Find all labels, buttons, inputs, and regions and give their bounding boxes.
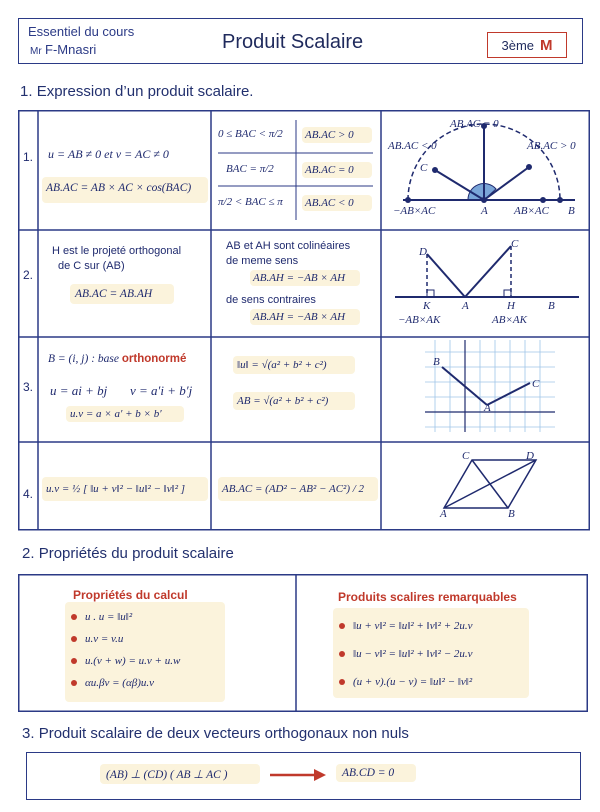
row1-diag-bottom-right: AB×AC <box>514 205 549 217</box>
section3-heading: Produit scalaire de deux vecteurs orthogonaux non nuls <box>38 725 409 742</box>
row3-ab-len: AB = √(a² + b² + c²) <box>233 392 355 410</box>
row4-diag-pt-b: B <box>508 508 515 520</box>
row3-basis-word: orthonormé <box>121 353 187 365</box>
row1-diag-left: AB.AC < 0 <box>388 140 437 152</box>
row2-projection-diagram <box>383 232 588 327</box>
rem-item <box>339 612 523 640</box>
bullet-icon <box>339 651 345 657</box>
row1-index: 1. <box>23 150 34 164</box>
row1-diag-pt-b: B <box>568 205 575 217</box>
calc-properties-title: Propriétés du calcul <box>73 588 188 602</box>
row2-def-line1: H est le projeté orthogonal <box>52 245 182 257</box>
calc-properties-list <box>65 602 225 702</box>
row2-same-formula: AB.AH = −AB × AH <box>250 270 360 286</box>
row1-case2-result: AB.AC = 0 <box>302 162 372 178</box>
section2-heading: Propriétés du produit scalaire <box>38 545 234 562</box>
row2-diag-right-val: AB×AK <box>492 314 527 326</box>
level-badge <box>487 32 567 58</box>
row1-def: u = AB ≠ 0 et v = AC ≠ 0 <box>48 147 169 161</box>
remarkable-products-title: Produits scalires remarquables <box>338 590 517 604</box>
bullet-icon <box>71 636 77 642</box>
author-prefix: Mr <box>30 46 42 57</box>
remarkable-products-list <box>333 608 529 698</box>
row2-contra-sense: de sens contraires <box>226 294 316 306</box>
rem-item <box>339 668 523 696</box>
rem-item-text: ‖u − v‖² = ‖u‖² + ‖v‖² − 2u.v <box>353 648 473 660</box>
row3-diag-pt-a: A <box>484 402 491 414</box>
row3-basis-prefix: B = (i, j) : base <box>48 353 119 365</box>
row3-u-def: u = ai + bj <box>50 383 108 398</box>
row2-same-sense: de meme sens <box>226 255 299 267</box>
row1-case3-result: AB.AC < 0 <box>302 195 372 211</box>
row4-parallelogram-diagram <box>430 450 560 525</box>
level-tag: M <box>540 36 553 54</box>
calc-item <box>71 628 219 650</box>
section2-number: 2. <box>22 545 35 562</box>
calc-item <box>71 672 219 694</box>
row1-case2-cond: BAC = π/2 <box>226 163 274 175</box>
row3-basis <box>48 353 186 365</box>
section2-title <box>22 545 234 562</box>
row4-index: 4. <box>23 487 34 501</box>
bullet-icon <box>339 679 345 685</box>
level-text: 3ème <box>501 37 535 53</box>
row4-polar: u.v = ½ [ ‖u + v‖² − ‖u‖² − ‖v‖² ] <box>42 477 208 501</box>
row1-case1-cond: 0 ≤ BAC < π/2 <box>218 128 283 140</box>
section3-number: 3. <box>22 725 35 742</box>
row4-diag-pt-d: D <box>526 450 534 462</box>
author-name: F-Mnasri <box>45 42 97 57</box>
row2-formula: AB.AC = AB.AH <box>70 284 174 304</box>
row2-diag-pt-c: C <box>511 238 519 250</box>
row2-def-line2: de C sur (AB) <box>58 260 125 272</box>
row4-diag-pt-a: A <box>440 508 447 520</box>
row4-diag-pt-c: C <box>462 450 470 462</box>
rem-item <box>339 640 523 668</box>
row2-index: 2. <box>23 268 34 282</box>
calc-item-text: u.(v + w) = u.v + u.w <box>85 655 181 667</box>
calc-item <box>71 606 219 628</box>
row1-diag-right: AB.AC > 0 <box>527 140 576 152</box>
row4-al-kashi: AB.AC = (AD² − AB² − AC²) / 2 <box>218 477 378 501</box>
row1-diag-bottom-left: −AB×AC <box>393 205 436 217</box>
row2-diag-pt-b: B <box>548 300 555 312</box>
author-line <box>30 42 96 57</box>
right-arrow-icon <box>270 768 326 782</box>
calc-item-text: u.v = v.u <box>85 633 124 645</box>
rem-item-text: (u + v).(u − v) = ‖u‖² − ‖v‖² <box>353 676 473 688</box>
rem-item-text: ‖u + v‖² = ‖u‖² + ‖v‖² + 2u.v <box>353 620 473 632</box>
course-label: Essentiel du cours <box>28 24 135 39</box>
row3-norm-u: ‖u‖ = √(a² + b² + c²) <box>233 356 355 374</box>
row2-contra-formula: AB.AH = −AB × AH <box>250 309 360 325</box>
row3-v-def: v = a′i + b′j <box>130 383 193 398</box>
section3-right: AB.CD = 0 <box>336 764 416 782</box>
row3-diag-pt-c: C <box>532 378 540 390</box>
row3-diag-pt-b: B <box>433 356 440 368</box>
section3-left: (AB) ⊥ (CD) ( AB ⊥ AC ) <box>100 764 260 784</box>
bullet-icon <box>71 614 77 620</box>
row1-case1-result: AB.AC > 0 <box>302 127 372 143</box>
row1-diag-pt-a: A <box>481 205 488 217</box>
section1-heading: Expression d’un produit scalaire. <box>36 83 254 100</box>
row3-dot: u.v = a × a′ + b × b′ <box>66 406 184 422</box>
page-title: Produit Scalaire <box>222 31 364 53</box>
row1-case3-cond: π/2 < BAC ≤ π <box>218 196 283 208</box>
row2-diag-left-val: −AB×AK <box>398 314 441 326</box>
bullet-icon <box>339 623 345 629</box>
row2-col-line1: AB et AH sont colinéaires <box>226 240 351 252</box>
section1-title <box>20 83 253 100</box>
calc-item <box>71 650 219 672</box>
row1-diag-top: AB.AC = 0 <box>450 118 499 130</box>
row1-formula: AB.AC = AB × AC × cos(BAC) <box>42 177 208 203</box>
section1-number: 1. <box>20 83 33 100</box>
calc-item-text: u . u = ‖u‖² <box>85 611 133 623</box>
row2-diag-pt-k: K <box>423 300 431 312</box>
calc-item-text: αu.βv = (αβ)u.v <box>85 677 155 689</box>
bullet-icon <box>71 658 77 664</box>
row3-index: 3. <box>23 380 34 394</box>
section3-title <box>22 725 409 742</box>
row2-diag-pt-d: D <box>419 246 427 258</box>
bullet-icon <box>71 680 77 686</box>
row2-diag-pt-a: A <box>462 300 469 312</box>
row1-diag-pt-c: C <box>420 162 428 174</box>
row2-diag-pt-h: H <box>507 300 515 312</box>
